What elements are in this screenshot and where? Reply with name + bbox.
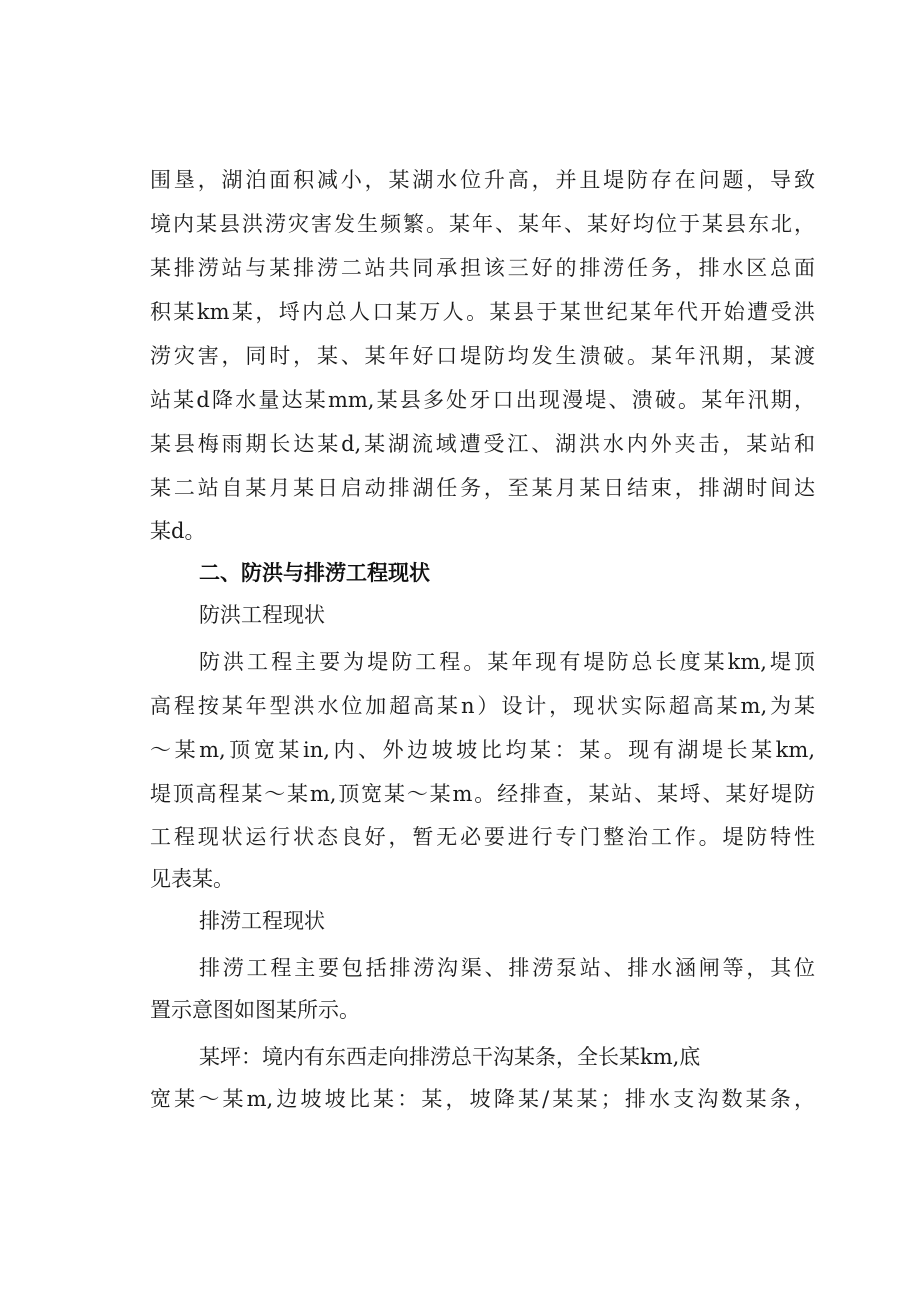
paragraph-line: 境内某县洪涝灾害发生频繁。某年、某年、某好均位于某县东北， [150, 212, 815, 236]
paragraph-line: 站某d降水量达某mm,某县多处牙口出现漫堤、溃破。某年汛期， [150, 388, 815, 412]
paragraph-line: 涝灾害，同时，某、某年好口堤防均发生溃破。某年汛期，某渡 [150, 344, 815, 368]
paragraph-line: 某坪：境内有东西走向排涝总干沟某条，全长某km,底 [199, 1045, 701, 1069]
paragraph-line: 高程按某年型洪水位加超高某n）设计，现状实际超高某m,为某 [150, 694, 815, 718]
paragraph-line: 某二站自某月某日启动排湖任务，至某月某日结束，排湖时间达 [150, 476, 815, 500]
paragraph-line: 工程现状运行状态良好，暂无必要进行专门整治工作。堤防特性 [150, 825, 815, 849]
paragraph-line: 防洪工程主要为堤防工程。某年现有堤防总长度某km,堤顶 [199, 650, 815, 674]
paragraph-line: 置示意图如图某所示。 [150, 998, 360, 1022]
paragraph-line: 积某km某，埒内总人口某万人。某县于某世纪某年代开始遭受洪 [150, 300, 815, 324]
paragraph-line: 某排涝站与某排涝二站共同承担该三好的排涝任务，排水区总面 [150, 256, 815, 280]
paragraph-line: 某县梅雨期长达某d,某湖流域遭受江、湖洪水内外夹击，某站和 [150, 432, 815, 456]
paragraph-line: 围垦，湖泊面积减小，某湖水位升高，并且堤防存在问题，导致 [150, 168, 815, 192]
paragraph-line: 见表某。 [150, 867, 234, 891]
subsection-title-flood-control: 防洪工程现状 [199, 603, 325, 627]
subsection-title-drainage: 排涝工程现状 [199, 909, 325, 933]
section-heading: 二、防洪与排涝工程现状 [199, 561, 430, 585]
paragraph-line: 堤顶高程某～某m,顶宽某～某m。经排查，某站、某埒、某好堤防 [150, 782, 815, 806]
paragraph-line: 宽某～某m,边坡坡比某：某，坡降某/某某；排水支沟数某条， [150, 1087, 815, 1111]
paragraph-line: ～某m,顶宽某in,内、外边坡坡比均某：某。现有湖堤长某km, [150, 738, 815, 762]
paragraph-line: 某d。 [150, 519, 206, 543]
paragraph-line: 排涝工程主要包括排涝沟渠、排涝泵站、排水涵闸等，其位 [199, 956, 815, 980]
